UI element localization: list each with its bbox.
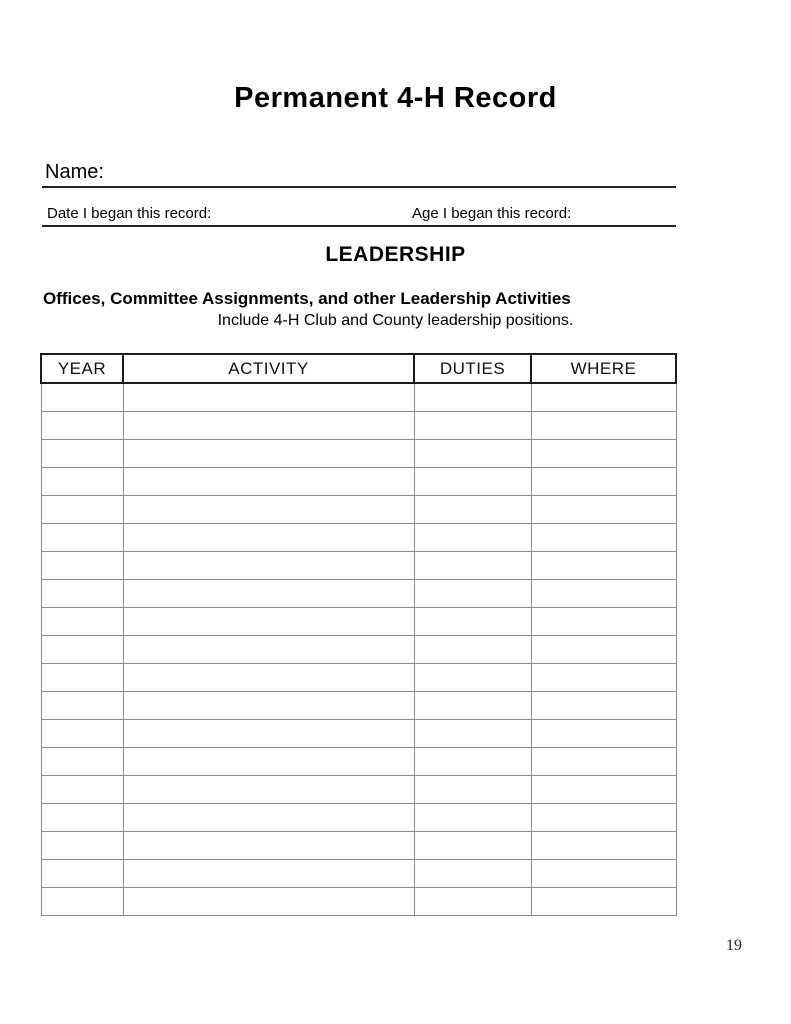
table-row bbox=[41, 607, 676, 635]
table-cell-where[interactable] bbox=[531, 523, 676, 551]
table-cell-year[interactable] bbox=[41, 551, 123, 579]
table-cell-year[interactable] bbox=[41, 383, 123, 411]
table-cell-duties[interactable] bbox=[414, 383, 531, 411]
table-row bbox=[41, 803, 676, 831]
table-row bbox=[41, 495, 676, 523]
table-row bbox=[41, 887, 676, 915]
age-input-area[interactable] bbox=[587, 205, 675, 225]
age-label: Age I began this record: bbox=[412, 205, 572, 222]
section-note: Include 4-H Club and County leadership positions. bbox=[217, 312, 574, 329]
table-cell-activity[interactable] bbox=[123, 691, 414, 719]
date-label: Date I began this record: bbox=[47, 205, 212, 222]
table-cell-activity[interactable] bbox=[123, 523, 414, 551]
table-cell-duties[interactable] bbox=[414, 551, 531, 579]
table-cell-duties[interactable] bbox=[414, 411, 531, 439]
table-cell-duties[interactable] bbox=[414, 859, 531, 887]
table-cell-where[interactable] bbox=[531, 663, 676, 691]
table-cell-activity[interactable] bbox=[123, 383, 414, 411]
table-cell-where[interactable] bbox=[531, 887, 676, 915]
table-cell-where[interactable] bbox=[531, 831, 676, 859]
table-cell-where[interactable] bbox=[531, 691, 676, 719]
table-cell-duties[interactable] bbox=[414, 439, 531, 467]
table-cell-duties[interactable] bbox=[414, 775, 531, 803]
table-cell-activity[interactable] bbox=[123, 887, 414, 915]
table-cell-activity[interactable] bbox=[123, 551, 414, 579]
table-cell-duties[interactable] bbox=[414, 635, 531, 663]
section-subheading: Offices, Committee Assignments, and other Leadership Activities bbox=[43, 289, 571, 308]
table-row bbox=[41, 523, 676, 551]
table-row bbox=[41, 467, 676, 495]
table-cell-where[interactable] bbox=[531, 607, 676, 635]
column-header-duties: DUTIES bbox=[414, 354, 531, 383]
table-cell-duties[interactable] bbox=[414, 803, 531, 831]
section-heading: LEADERSHIP bbox=[325, 243, 466, 266]
table-cell-year[interactable] bbox=[41, 439, 123, 467]
page-number: 19 bbox=[726, 937, 742, 954]
table-cell-activity[interactable] bbox=[123, 411, 414, 439]
table-cell-activity[interactable] bbox=[123, 439, 414, 467]
table-cell-where[interactable] bbox=[531, 467, 676, 495]
table-cell-where[interactable] bbox=[531, 495, 676, 523]
table-cell-where[interactable] bbox=[531, 775, 676, 803]
page-title: Permanent 4-H Record bbox=[234, 82, 557, 114]
table-cell-year[interactable] bbox=[41, 579, 123, 607]
table-cell-duties[interactable] bbox=[414, 719, 531, 747]
table-cell-where[interactable] bbox=[531, 719, 676, 747]
table-row bbox=[41, 663, 676, 691]
table-cell-year[interactable] bbox=[41, 803, 123, 831]
table-cell-activity[interactable] bbox=[123, 635, 414, 663]
column-header-year: YEAR bbox=[41, 354, 123, 383]
table-cell-year[interactable] bbox=[41, 887, 123, 915]
table-cell-where[interactable] bbox=[531, 579, 676, 607]
table-row bbox=[41, 635, 676, 663]
table-row bbox=[41, 551, 676, 579]
table-cell-activity[interactable] bbox=[123, 467, 414, 495]
table-cell-activity[interactable] bbox=[123, 663, 414, 691]
table-cell-year[interactable] bbox=[41, 635, 123, 663]
table-cell-year[interactable] bbox=[41, 859, 123, 887]
table-cell-activity[interactable] bbox=[123, 803, 414, 831]
table-cell-year[interactable] bbox=[41, 607, 123, 635]
table-row bbox=[41, 775, 676, 803]
column-header-where: WHERE bbox=[531, 354, 676, 383]
table-cell-duties[interactable] bbox=[414, 691, 531, 719]
table-cell-year[interactable] bbox=[41, 831, 123, 859]
table-cell-year[interactable] bbox=[41, 719, 123, 747]
table-row bbox=[41, 411, 676, 439]
table-cell-duties[interactable] bbox=[414, 663, 531, 691]
table-cell-where[interactable] bbox=[531, 411, 676, 439]
date-input-area[interactable] bbox=[227, 205, 407, 225]
table-cell-where[interactable] bbox=[531, 383, 676, 411]
table-row bbox=[41, 579, 676, 607]
table-row bbox=[41, 859, 676, 887]
table-cell-year[interactable] bbox=[41, 663, 123, 691]
table-cell-duties[interactable] bbox=[414, 523, 531, 551]
table-cell-activity[interactable] bbox=[123, 747, 414, 775]
table-cell-duties[interactable] bbox=[414, 467, 531, 495]
table-cell-where[interactable] bbox=[531, 551, 676, 579]
table-cell-activity[interactable] bbox=[123, 831, 414, 859]
table-cell-where[interactable] bbox=[531, 635, 676, 663]
table-cell-year[interactable] bbox=[41, 523, 123, 551]
leadership-table bbox=[40, 353, 677, 916]
table-cell-activity[interactable] bbox=[123, 719, 414, 747]
table-cell-year[interactable] bbox=[41, 691, 123, 719]
table-row bbox=[41, 747, 676, 775]
table-cell-year[interactable] bbox=[41, 747, 123, 775]
column-header-activity: ACTIVITY bbox=[123, 354, 414, 383]
date-age-field-line bbox=[42, 204, 676, 227]
table-cell-duties[interactable] bbox=[414, 831, 531, 859]
table-cell-activity[interactable] bbox=[123, 859, 414, 887]
table-row bbox=[41, 439, 676, 467]
name-field-line[interactable] bbox=[42, 158, 676, 188]
table-cell-year[interactable] bbox=[41, 467, 123, 495]
table-header-row bbox=[41, 354, 676, 383]
table-cell-activity[interactable] bbox=[123, 775, 414, 803]
table-body bbox=[41, 383, 676, 915]
table-cell-duties[interactable] bbox=[414, 747, 531, 775]
table-cell-activity[interactable] bbox=[123, 579, 414, 607]
table-row bbox=[41, 831, 676, 859]
table-cell-duties[interactable] bbox=[414, 579, 531, 607]
table-cell-where[interactable] bbox=[531, 439, 676, 467]
table-cell-where[interactable] bbox=[531, 747, 676, 775]
table-row bbox=[41, 691, 676, 719]
table-cell-duties[interactable] bbox=[414, 607, 531, 635]
table-row bbox=[41, 383, 676, 411]
table-cell-year[interactable] bbox=[41, 775, 123, 803]
table-cell-year[interactable] bbox=[41, 495, 123, 523]
table-cell-duties[interactable] bbox=[414, 887, 531, 915]
table-cell-where[interactable] bbox=[531, 803, 676, 831]
table-cell-where[interactable] bbox=[531, 859, 676, 887]
table-row bbox=[41, 719, 676, 747]
table-cell-activity[interactable] bbox=[123, 495, 414, 523]
table-cell-year[interactable] bbox=[41, 411, 123, 439]
name-label: Name: bbox=[45, 161, 104, 183]
table-cell-duties[interactable] bbox=[414, 495, 531, 523]
table-cell-activity[interactable] bbox=[123, 607, 414, 635]
